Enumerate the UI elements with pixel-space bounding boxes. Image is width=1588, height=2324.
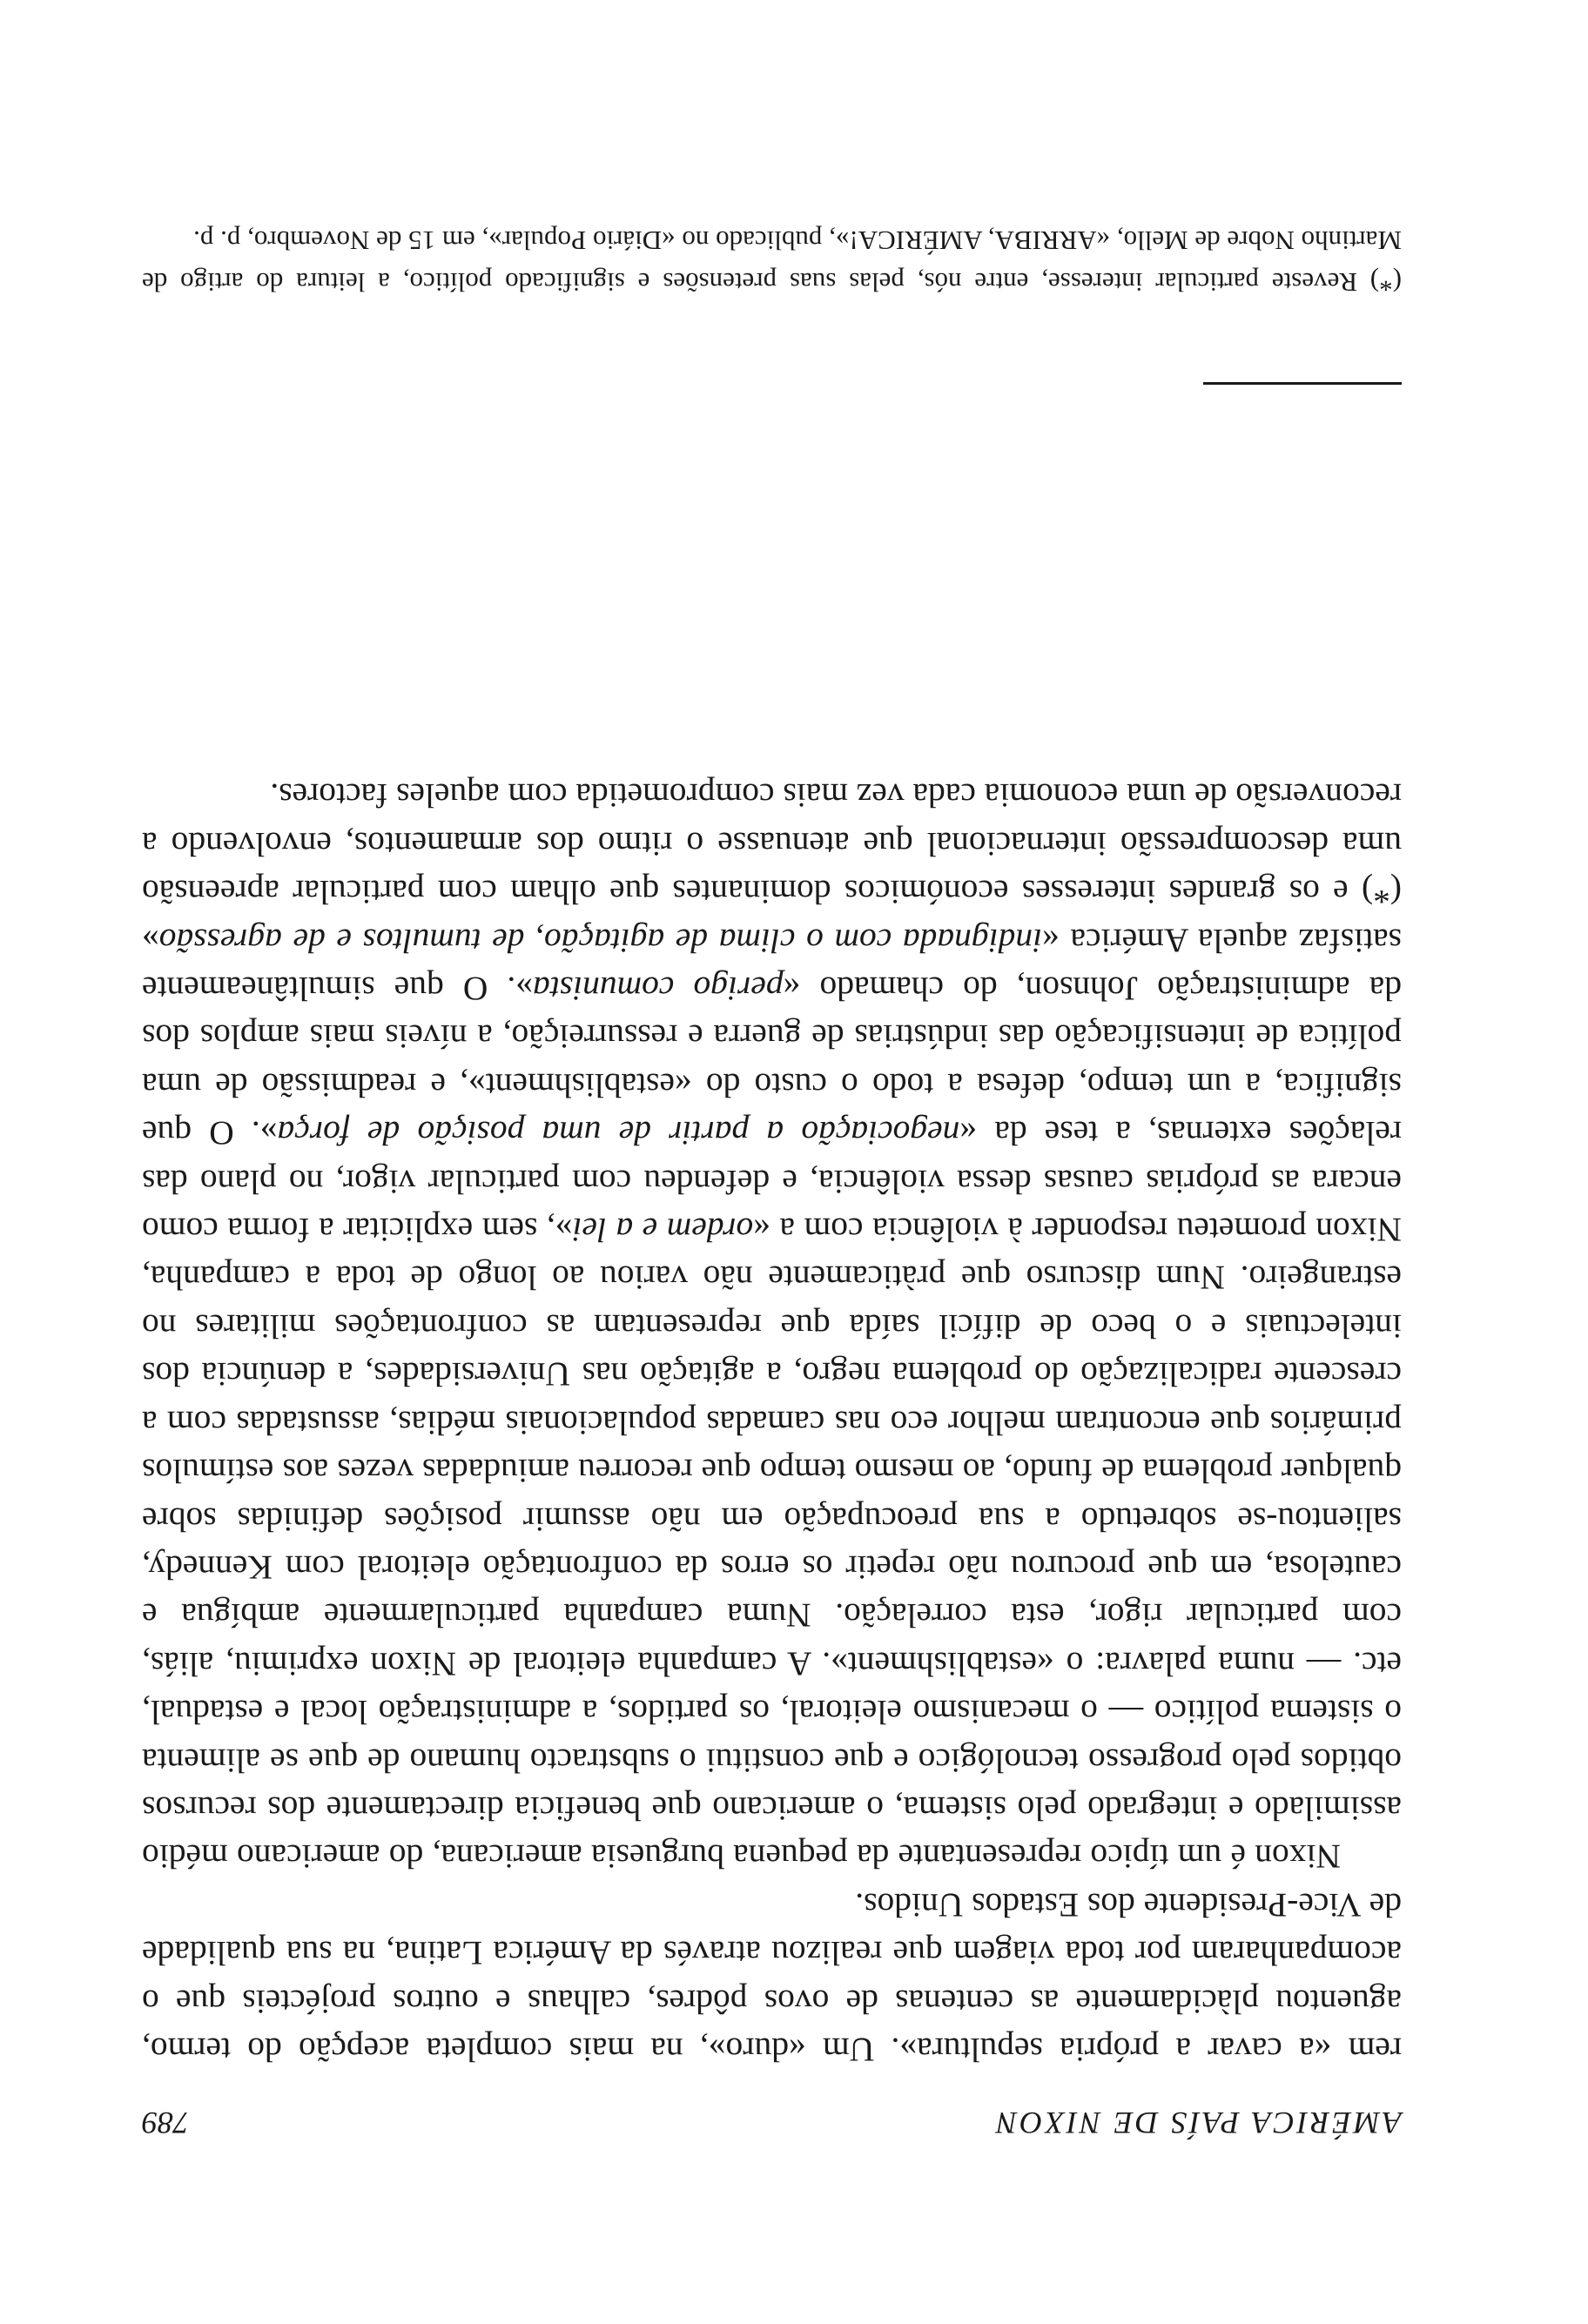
footnote-rule xyxy=(1203,382,1402,385)
running-title: AMÉRICA PAÍS DE NIXON xyxy=(993,2106,1402,2140)
paragraph-continuation xyxy=(142,1880,1402,2073)
paragraph-2-text-b: », sem explicitar a forma como encara as próprias causas dessa violência, e defendeu com particular vigor, no plano das relações externas, a tese da « xyxy=(142,1114,1402,1250)
quote-perigo-comunista: perigo comunista xyxy=(533,970,784,1009)
body-text xyxy=(142,771,1402,2073)
quote-negociacao: negociação a partir de uma posição de força xyxy=(277,1114,960,1153)
footnote-text: (*) Reveste particular interesse, entre nós, pelas suas pretensões e significado político, a leitura do artigo de Martinho Nobre de Mello, «ARRIBA, AMÉRICA!», publicado no «Diário Popular», em 15 de Novembro, p. p. xyxy=(142,225,1402,298)
page-number: 789 xyxy=(142,2106,189,2140)
running-head xyxy=(142,2098,1402,2141)
paragraph-2-text-d: ». O que simultâneamente satisfaz aquela América « xyxy=(142,921,1402,1009)
footnote xyxy=(142,219,1402,303)
paragraph-1-text: rem «a cavar a própria sepultura». Um «duro», na mais completa acepção do termo, aguentou plàcidamente as centenas de ovos pôdres, calhaus e outros projécteis que o acompanharam por toda viagem que realizou através da América Latina, na sua qualidade de Vice-Presidente dos Estados Unidos. xyxy=(142,1885,1402,2069)
quote-indignada: indignada com o clima de agitação, de tumultos e de agressão xyxy=(158,921,1043,960)
paragraph-2-text-a: Nixon é um típico representante da pequena burguesia americana, do americano médio assimilado e integrado pelo sistema, o americano que beneficia directamente dos recursos obtidos pelo progresso tecnológico e que constitui o substracto humano de que se alimenta o sistema político — o mecanismo eleitoral, os partidos, a administração local e estadual, etc. — numa palavra: o «establishment». A campanha eleitoral de Nixon exprimiu, aliás, com particular rigor, esta correlação. Numa campanha particularmente ambígua e cautelosa, em que procurou não repetir os erros da confrontação eleitoral com Kennedy, salientou-se sobretudo a sua preocupação em não assumir posições definidas sobre qualquer problema de fundo, ao mesmo tempo que recorreu amiudadas vezes aos estímulos primários que encontram melhor eco nas camadas populacionais médias, assustadas com a crescente radicalização do problema negro, a agitação nas Universidades, a denúncia dos intelectuais e o beco de difícil saída que representam as confrontações militares no estrangeiro. Num discurso que pràticamente não variou ao longo de toda a campanha, Nixon prometeu responder à violência com a « xyxy=(142,1211,1402,1877)
paragraph-nixon xyxy=(142,771,1402,1880)
paragraph-2-text-e: » (*) e os grandes interesses económicos dominantes que olham com particular apreensão uma descompressão internacional que atenuasse o ritmo dos armamentos, envolvendo a reconversão de uma economia cada vez mais comprometida com aqueles factores. xyxy=(142,776,1402,960)
quote-ordem-e-a-lei: ordem e a lei xyxy=(572,1211,754,1250)
paragraph-2-text-c: ». O que significa, a um tempo, defesa a todo o custo do «establishment», e readmissão de uma política de intensificação das indústrias de guerra e ressurreição, a níveis mais amplos dos da administração Johnson, do chamado « xyxy=(141,970,1402,1153)
